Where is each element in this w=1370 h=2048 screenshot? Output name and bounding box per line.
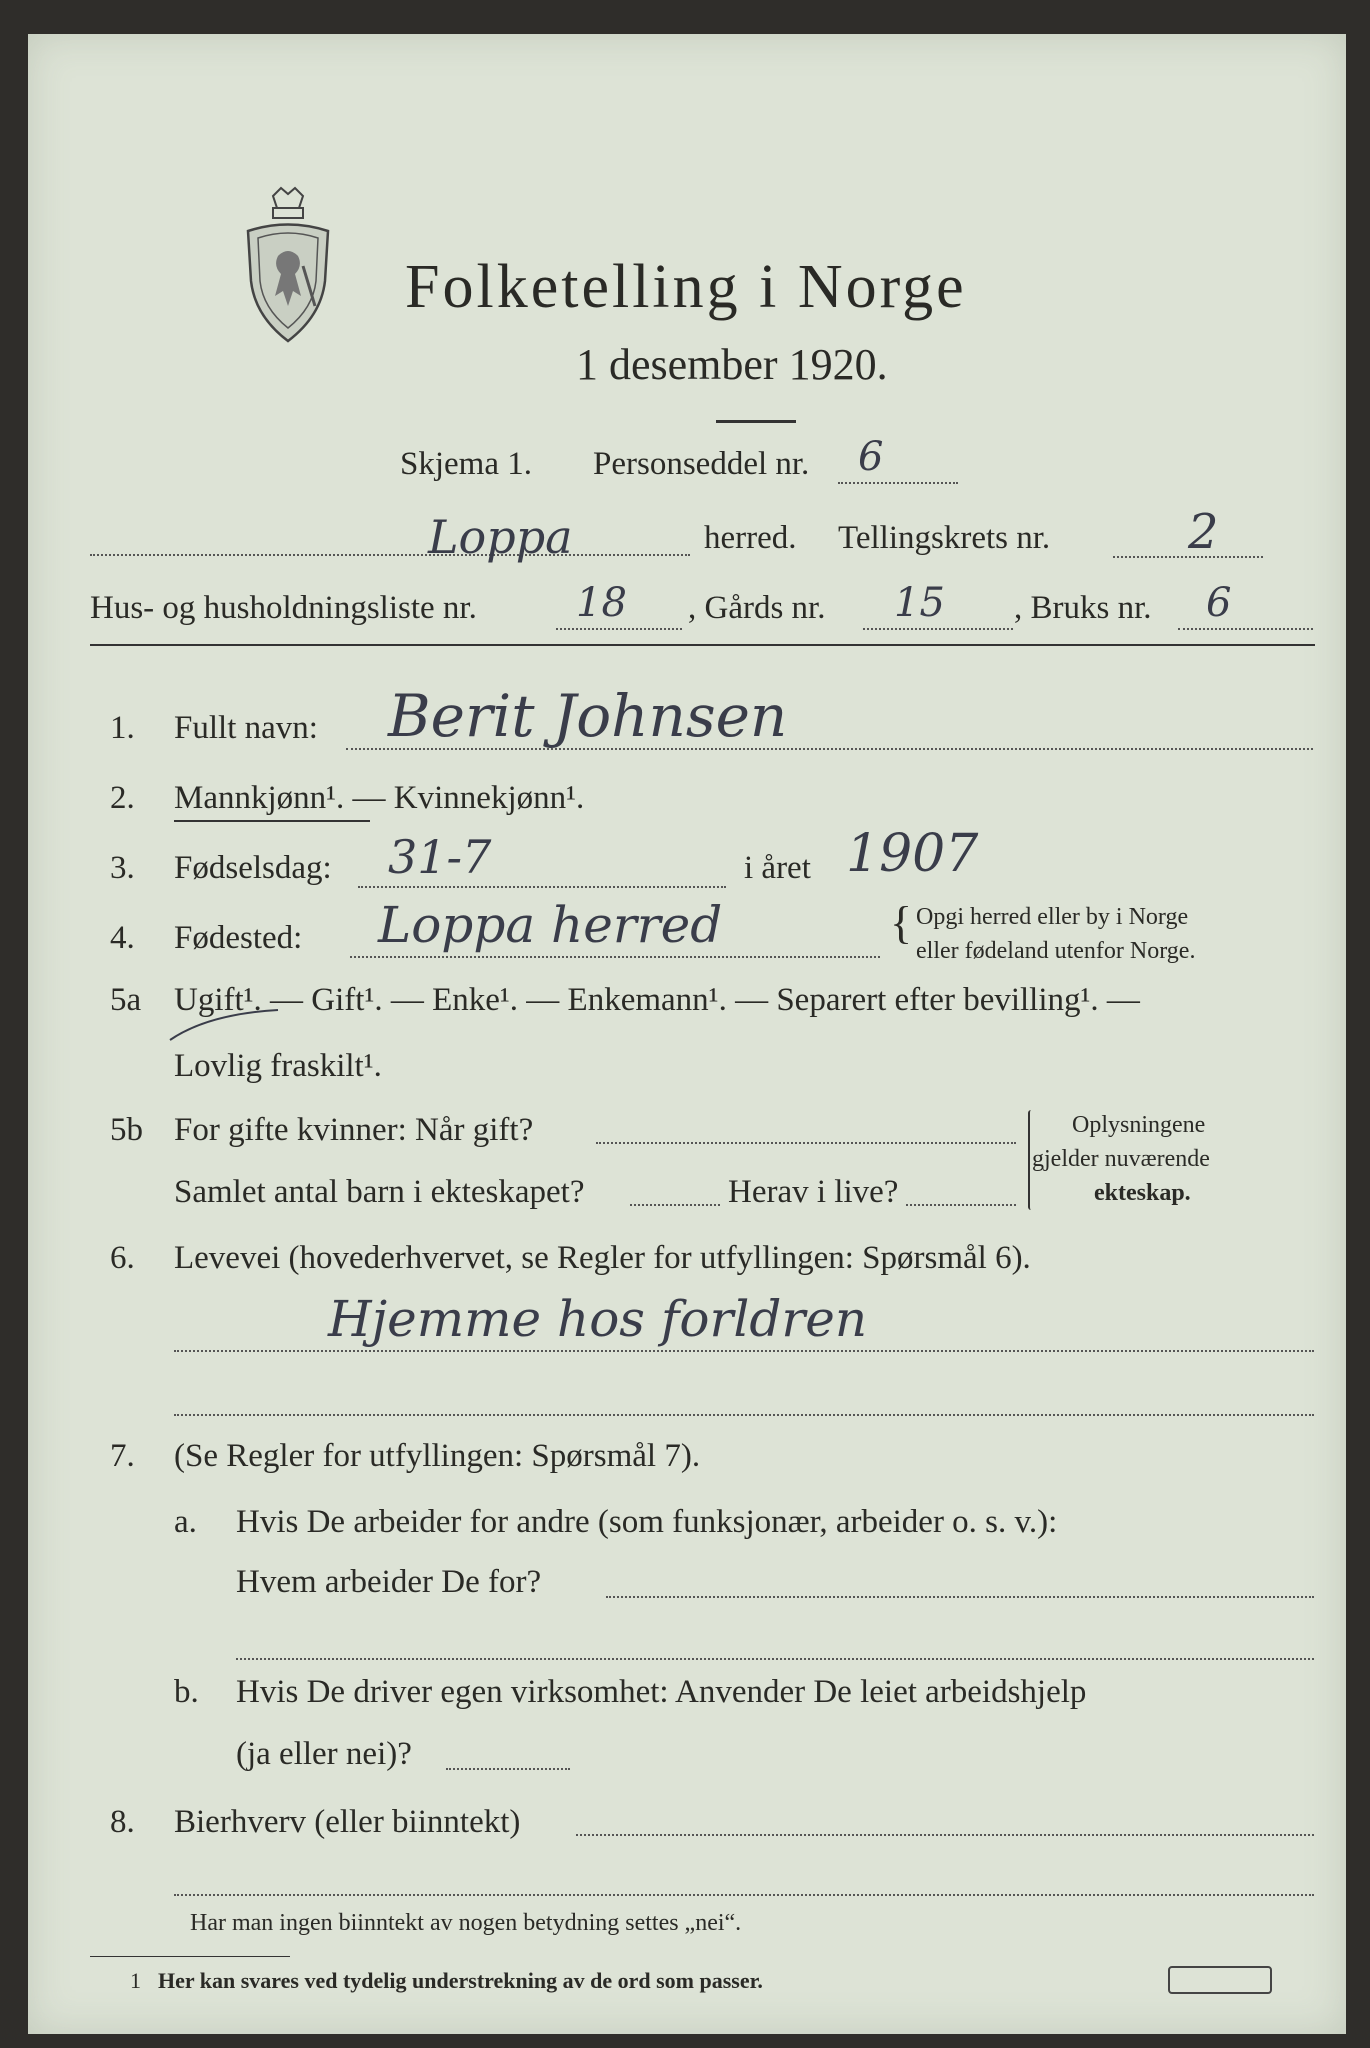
herred-value: Loppa: [428, 510, 573, 564]
q7b-line2: (ja eller nei)?: [236, 1736, 412, 1772]
header-rule: [90, 644, 1315, 646]
q5b-note-line3: ekteskap.: [1094, 1180, 1191, 1206]
tellingskrets-label: Tellingskrets nr.: [838, 520, 1051, 556]
q8-line1: [576, 1834, 1314, 1836]
q5b-married-line: [596, 1142, 1016, 1144]
q1-number: 1.: [110, 710, 135, 746]
q5b-number: 5b: [110, 1112, 143, 1148]
q7-label: (Se Regler for utfyllingen: Spørsmål 7).: [174, 1438, 701, 1474]
q6-line2: [174, 1414, 1314, 1416]
title-divider: [716, 420, 796, 423]
q2-label: Mannkjønn¹. — Kvinnekjønn¹.: [174, 780, 585, 816]
footnote-text: Her kan svares ved tydelig understrekning av de ord som passer.: [158, 1968, 763, 1993]
hus-label: Hus- og husholdningsliste nr.: [90, 590, 477, 626]
q4-number: 4.: [110, 920, 135, 956]
q5b-note-line2: gjelder nuværende: [1032, 1146, 1210, 1172]
q5a-number: 5a: [110, 982, 142, 1018]
q4-label: Fødested:: [174, 920, 303, 956]
bruks-label: , Bruks nr.: [1014, 590, 1152, 626]
printer-stamp-icon: [1168, 1966, 1272, 1994]
q8-line2: [174, 1894, 1314, 1896]
gards-value: 15: [894, 580, 945, 626]
q6-label: Levevei (hovederhvervet, se Regler for utfyllingen: Spørsmål 6).: [174, 1240, 1031, 1276]
coat-of-arms-icon: [233, 186, 343, 346]
bruks-value: 6: [1206, 580, 1232, 626]
q7a-answer-line1: [606, 1596, 1314, 1598]
q7a-line1: Hvis De arbeider for andre (som funksjonær, arbeider o. s. v.):: [236, 1504, 1058, 1540]
skjema-label: Skjema 1.: [400, 446, 532, 482]
bruks-line: [1178, 628, 1313, 630]
herred-label: herred.: [704, 520, 797, 556]
q8-label: Bierhverv (eller biinntekt): [174, 1804, 521, 1840]
footer-note: Har man ingen biinntekt av nogen betydning settes „nei“.: [190, 1910, 742, 1936]
q3-line: [358, 886, 726, 888]
gards-label: , Gårds nr.: [688, 590, 826, 626]
q6-number: 6.: [110, 1240, 135, 1276]
q6-occupation-value: Hjemme hos forldren: [328, 1290, 868, 1348]
q5b-alive-line: [906, 1204, 1016, 1206]
q7a-answer-line2: [236, 1658, 1314, 1660]
q1-label: Fullt navn:: [174, 710, 318, 746]
tellingskrets-value: 2: [1188, 504, 1219, 560]
personseddel-line: [838, 482, 958, 484]
personseddel-label: Personseddel nr.: [593, 446, 810, 482]
q6-line1: [174, 1350, 1314, 1352]
form-title: Folketelling i Norge: [405, 253, 967, 321]
footnote-rule: [90, 1956, 290, 1957]
q2-underline: [174, 820, 370, 822]
q3-label: Fødselsdag:: [174, 850, 332, 886]
q8-number: 8.: [110, 1804, 135, 1840]
q7b-letter: b.: [174, 1674, 199, 1710]
q3-year-value: 1907: [846, 824, 979, 884]
q5b-line2a: Samlet antal barn i ekteskapet?: [174, 1174, 585, 1210]
q5b-children-line: [630, 1204, 720, 1206]
q5a-ugift-underline: [168, 1004, 288, 1044]
q7a-line2: Hvem arbeider De for?: [236, 1564, 542, 1600]
q7-number: 7.: [110, 1438, 135, 1474]
gards-line: [863, 628, 1013, 630]
q7b-line1: Hvis De driver egen virksomhet: Anvender De leiet arbeidshjelp: [236, 1674, 1087, 1710]
q4-line: [350, 956, 880, 958]
q5b-note-line1: Oplysningene: [1072, 1112, 1206, 1138]
q4-note-line1: Opgi herred eller by i Norge: [916, 904, 1189, 930]
footnote-number: 1: [130, 1968, 141, 1993]
q3-number: 3.: [110, 850, 135, 886]
personseddel-value: 6: [858, 434, 884, 480]
q3-year-label: i året: [744, 850, 811, 886]
herred-line: [90, 554, 690, 556]
q4-birthplace-value: Loppa herred: [378, 896, 723, 954]
q5b-line1: For gifte kvinner: Når gift?: [174, 1112, 534, 1148]
hus-value: 18: [576, 580, 627, 626]
q5a-line2: Lovlig fraskilt¹.: [174, 1048, 382, 1084]
tellingskrets-line: [1113, 556, 1263, 558]
q7b-answer-line: [446, 1768, 570, 1770]
q7a-letter: a.: [174, 1504, 197, 1540]
q4-note-line2: eller fødeland utenfor Norge.: [916, 938, 1196, 964]
hus-line: [556, 628, 682, 630]
q3-birthday-value: 31-7: [388, 830, 492, 884]
q2-number: 2.: [110, 780, 135, 816]
q4-brace: {: [890, 897, 913, 948]
q1-full-name-value: Berit Johnsen: [388, 682, 788, 750]
census-form-page: [28, 34, 1346, 2034]
q5a-line1: Ugift¹. — Gift¹. — Enke¹. — Enkemann¹. — Separert efter bevilling¹. —: [174, 982, 1140, 1018]
q5b-line2b: Herav i live?: [728, 1174, 899, 1210]
q1-line: [346, 748, 1313, 750]
census-date: 1 desember 1920.: [576, 340, 888, 389]
